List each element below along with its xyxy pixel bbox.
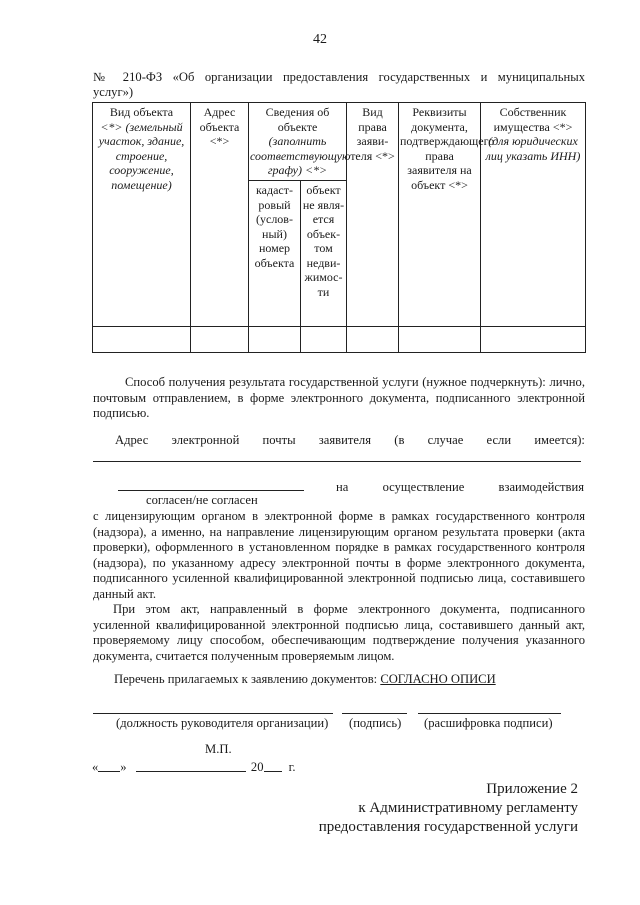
decode-line[interactable] [418, 713, 561, 714]
stamp-place: М.П. [205, 742, 232, 756]
date-year-prefix: 20 [250, 760, 264, 774]
appendix-line2: к Административному регламенту [358, 800, 578, 816]
email-input-line[interactable] [93, 461, 581, 462]
email-label-word: почты [262, 433, 296, 447]
email-label-word: случае [427, 433, 464, 447]
header-object-info [249, 103, 351, 181]
law-reference-line1: № 210-ФЗ «Об организации предоставления государственных и муниципальных [93, 70, 585, 84]
table-cell[interactable] [249, 327, 301, 353]
consent-option-label: согласен/не согласен [146, 493, 258, 507]
email-label-word: электронной [171, 433, 240, 447]
delivery-method-text: Способ получения результата государственной услуги (нужное подчеркнуть): лично, почтовым отправлением, в форме электронного документа, подписанного электронной подписью. [93, 375, 585, 420]
email-label-word: (в [394, 433, 405, 447]
date-row [92, 760, 296, 775]
table-cell[interactable] [399, 327, 481, 353]
header-cadastral-number: кадаст-ровый (услов-ный) номер объекта [249, 181, 301, 327]
date-close-quote: » [120, 760, 127, 774]
signature-caption: (подпись) [349, 716, 402, 730]
date-year-suffix: г. [288, 760, 296, 774]
header-object-type-sub: <*> (земельный участок, здание, строение, сооружение, помещение) [98, 119, 185, 192]
attachments-row [114, 672, 496, 688]
table-cell[interactable] [347, 327, 399, 353]
header-owner-title: Собственник имущества <*> [493, 105, 573, 134]
date-year-line[interactable] [264, 771, 282, 772]
date-month-line[interactable] [136, 771, 246, 772]
header-owner-sub: (для юридических лиц указать ИНН) [485, 134, 581, 163]
date-day-line[interactable] [98, 771, 120, 772]
header-object-type-title: Вид объекта [109, 105, 174, 119]
email-label-word: Адрес [115, 433, 149, 447]
consent-word: на [336, 480, 349, 494]
header-object-type [93, 103, 191, 327]
signature-line[interactable] [342, 713, 407, 714]
table-cell[interactable] [481, 327, 586, 353]
consent-first-line [336, 480, 584, 496]
email-label-word: заявителя [318, 433, 372, 447]
email-label [93, 433, 585, 449]
appendix-line3: предоставления государственной услуги [318, 819, 578, 835]
consent-word: взаимодействия [498, 480, 584, 494]
law-reference-line2: услуг») [93, 85, 134, 99]
attachments-value: СОГЛАСНО ОПИСИ [380, 672, 496, 686]
header-not-real-estate: объект не явля-ется объек-том недви-жимос-ти [301, 181, 347, 327]
table-cell[interactable] [301, 327, 347, 353]
table-cell[interactable] [191, 327, 249, 353]
header-object-info-sub: (заполнить соответствующую графу) <*> [250, 134, 351, 177]
email-label-word: имеется): [534, 433, 585, 447]
date-open-quote: « [92, 760, 99, 774]
position-caption: (должность руководителя организации) [116, 716, 329, 730]
table-cell[interactable] [93, 327, 191, 353]
objects-table [92, 102, 586, 353]
attachments-label: Перечень прилагаемых к заявлению документов: [114, 672, 378, 686]
page-number: 42 [313, 32, 327, 47]
email-label-word: если [486, 433, 512, 447]
header-address: Адрес объекта <*> [191, 103, 249, 327]
decode-caption: (расшифровка подписи) [424, 716, 553, 730]
header-object-info-title: Сведения об объекте [265, 105, 330, 134]
appendix-line1: Приложение 2 [486, 781, 578, 797]
consent-choice-line[interactable] [118, 490, 304, 491]
header-document-details: Реквизиты документа, подтверждающего права заявителя на объект <*> [399, 103, 481, 327]
consent-text: с лицензирующим органом в электронной форме в рамках государственного контроля (надзора), а именно, на направление лицензирующим органом результата проверки (акта проверки), оформленного в установленном порядке в рамках государственного контроля (надзора), по указанному адресу электронной почты в форме электронного документа, подписанного усиленной квалифицированной электронной подписью лица, составившего данный акт. [93, 509, 585, 601]
header-owner [481, 103, 586, 327]
position-line[interactable] [93, 713, 333, 714]
header-right-type: Вид права заяви-теля <*> [347, 103, 399, 327]
act-text: При этом акт, направленный в форме электронного документа, подписанного усиленной квалифицированной электронной подписью лица, составившего данный акт, проверяемому лицу способом, обеспечивающим подтверждение получения указанного документа, считается полученным проверяемым лицом. [93, 602, 585, 663]
consent-word: осуществление [382, 480, 465, 494]
